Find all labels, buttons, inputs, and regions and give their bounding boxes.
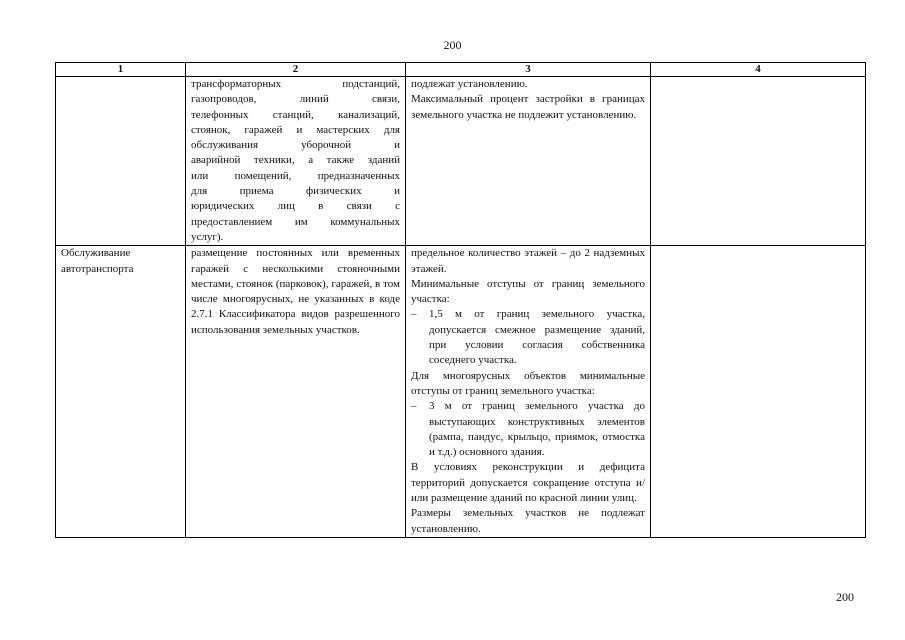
dash-marker: – [411,308,417,321]
row1-col2-line: обслуживания уборочной и [191,139,400,152]
row1-col3 [406,77,651,246]
row2-col3-dash-item-2 [411,399,645,460]
row1-col2-line: или помещений, предназначенных [191,169,400,182]
row1-col2-line: предоставлением им коммунальных [191,215,400,228]
header-col-2: 2 [186,63,406,77]
dash-text: 1,5 м от границ земельного участка, допускается смежное размещение зданий, при условии согласия собственника соседнего участка. [429,308,645,367]
row1-col2-line: для приема физических и [191,185,400,198]
row1-col4 [651,77,866,246]
row2-col3-p3: Для многоярусных объектов минимальные отступы от границ земельного участка: [411,369,645,397]
dash-text: 3 м от границ земельного участка до выступающих конструктивных элементов (рампа, пандус, крыльцо, приямок, отмостка и т.д.) основного здания. [429,400,645,459]
row1-col2-line: стоянок, гаражей и мастерских для [191,123,400,136]
row2-col2-text: размещение постоянных или временных гаражей с несколькими стояночными местами, стоянок (парковок), гаражей, в том числе многоярусных, не указанных в коде 2.7.1 Классификатора видов разрешенного использования земельных участков. [191,247,400,336]
row1-col2-line: газопроводов, линий связи, [191,93,400,106]
table-row [56,246,866,538]
row1-col2 [186,77,406,246]
row2-col3-p1: предельное количество этажей – до 2 надземных этажей. [411,247,645,275]
page-number-top: 200 [443,38,462,52]
table-row [56,77,866,246]
row1-col2-line: трансформаторных подстанций, [191,78,400,90]
row2-col3-p2: Минимальные отступы от границ земельного участка: [411,277,645,306]
header-col-3: 3 [406,63,651,77]
row1-col2-line: телефонных станций, канализаций, [191,108,400,121]
dash-marker: – [411,400,417,413]
row2-col3 [406,246,651,538]
row2-col1-text: Обслуживание автотранспорта [61,247,134,275]
row2-col3-p4: В условиях реконструкции и дефицита территорий допускается сокращение отступа и/или размещение зданий по красной линии улиц. [411,461,645,505]
row1-col2-line: услуг). [191,230,224,243]
page-number-bottom: 200 [836,590,854,604]
header-row [56,63,866,77]
row1-col3-paragraph: Максимальный процент застройки в границах земельного участка не подлежит установлению. [411,93,645,121]
row2-col3-dash-item-1 [411,307,645,368]
regulations-table [55,62,866,538]
row2-col2 [186,246,406,538]
row2-col4 [651,246,866,538]
row2-col3-p5: Размеры земельных участков не подлежат установлению. [411,507,645,535]
header-col-4: 4 [651,63,866,77]
row2-col1 [56,246,186,538]
row1-col1 [56,77,186,246]
row1-col2-line: юридических лиц в связи с [191,200,400,213]
header-col-1: 1 [56,63,186,77]
row1-col3-paragraph: подлежат установлению. [411,78,528,90]
row1-col2-line: аварийной техники, а также зданий [191,154,400,167]
